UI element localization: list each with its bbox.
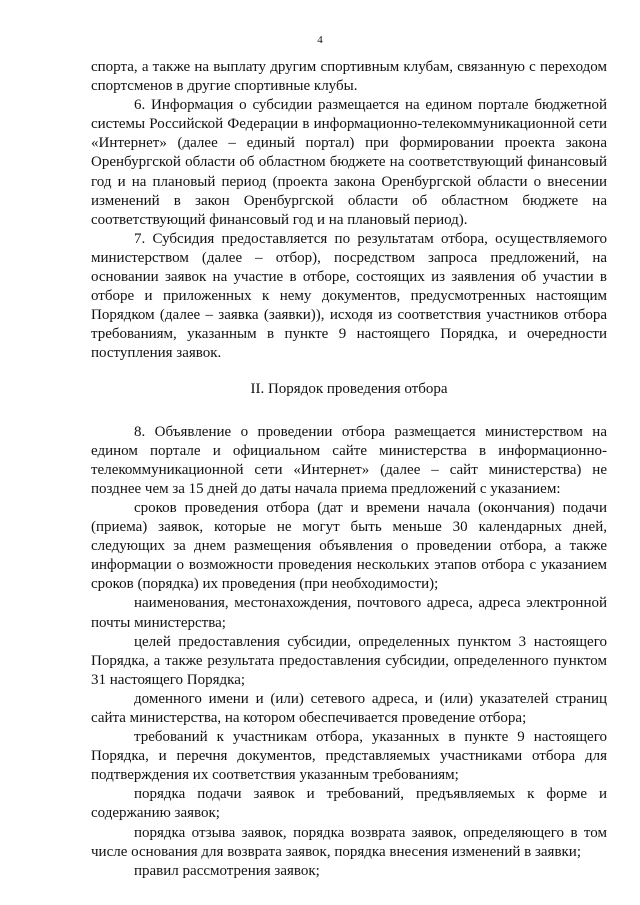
list-item-submission-procedure: порядка подачи заявок и требований, предъявляемых к форме и содержанию заявок; <box>91 786 607 822</box>
list-item-review-rules: правил рассмотрения заявок; <box>134 862 320 879</box>
paragraph-item-8: 8. Объявление о проведении отбора размещается министерством на едином портале и официальном сайте министерства в информационно-телекоммуникационной сети «Интернет» (далее – сайт министерства) не позднее чем за 15 дней до даты начала приема предложений с указанием: <box>91 423 607 497</box>
list-item-deadlines: сроков проведения отбора (дат и времени начала (окончания) подачи (приема) заявок, которые не могут быть меньше 30 календарных дней, следующих за днем размещения объявления о проведении отбора, а также информации о возможности проведения нескольких этапов отбора с указанием сроков (порядка) их проведения (при необходимости); <box>91 499 607 593</box>
document-body <box>91 58 607 881</box>
list-item-ministry-contacts: наименования, местонахождения, почтового адреса, адреса электронной почты министерства; <box>91 595 607 631</box>
list-item-domain-name: доменного имени и (или) сетевого адреса, и (или) указателей страниц сайта министерства, на котором обеспечивается проведение отбора; <box>91 690 607 726</box>
page-number: 4 <box>317 34 323 46</box>
paragraph-item-7: 7. Субсидия предоставляется по результатам отбора, осуществляемого министерством (далее – отбор), посредством запроса предложений, на основании заявок на участие в отборе, состоящих из заявления об участии в отборе и приложенных к нему документов, предусмотренных настоящим Порядком (далее – заявка (заявки)), исходя из соответствия участников отбора требованиям, указанным в пункте 9 настоящего Порядка, и очередности поступления заявок. <box>91 230 607 362</box>
list-item-withdrawal-procedure: порядка отзыва заявок, порядка возврата заявок, определяющего в том числе основания для возврата заявок, порядка внесения изменений в заявки; <box>91 824 607 860</box>
list-item-participant-requirements: требований к участникам отбора, указанных в пункте 9 настоящего Порядка, и перечня документов, представляемых участниками отбора для подтверждения их соответствия указанным требованиям; <box>91 729 607 784</box>
section-title: II. Порядок проведения отбора <box>250 380 448 397</box>
paragraph-item-6: 6. Информация о субсидии размещается на едином портале бюджетной системы Российской Федерации в информационно-телекоммуникационной сети «Интернет» (далее – единый портал) при формировании проекта закона Оренбургской области об областном бюджете на соответствующий финансовый год и на плановый период (проекта закона Оренбургской области о внесении изменений в закон Оренбургской области об областном бюджете на соответствующий финансовый год и на плановый период). <box>91 97 607 228</box>
list-item-subsidy-goals: целей предоставления субсидии, определенных пунктом 3 настоящего Порядка, а также результата предоставления субсидии, определенного пунктом 31 настоящего Порядка; <box>91 633 607 688</box>
paragraph-continuation: спорта, а также на выплату другим спортивным клубам, связанную с переходом спортсменов в другие спортивные клубы. <box>91 59 607 95</box>
